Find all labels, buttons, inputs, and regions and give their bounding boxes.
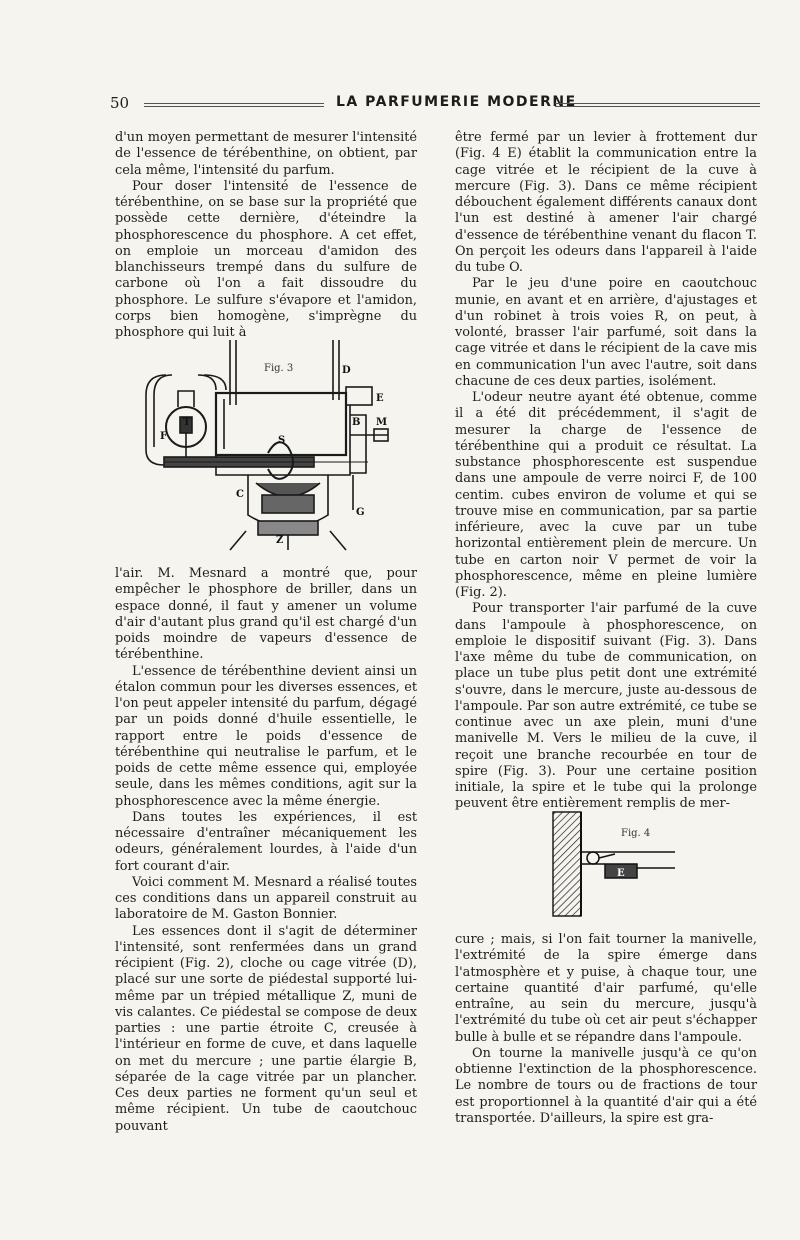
paragraph: On tourne la manivelle jusqu'à ce qu'on obtienne l'extinction de la phosphorescence. Le nombre de tours ou de fractions de tour est proportionnel à la quantité d'air qui a été transportée. D'ailleurs, la spire est gra- bbox=[455, 1045, 757, 1126]
paragraph: Les essences dont il s'agit de déterminer l'intensité, sont renfermées dans un grand récipient (Fig. 2), cloche ou cage vitrée (D), placé sur une sorte de piédestal supporté lui-même par un trépied métallique Z, muni de vis calantes. Ce piédestal se compose de deux parties : une partie étroite C, creusée à l'intérieur en forme de cuve, et dans laquelle on met du mercure ; une partie élargie B, séparée de la cage vitrée par un plancher. Ces deux parties ne forment qu'un seul et même récipient. Un tube de caoutchouc pouvant bbox=[115, 923, 417, 1134]
paragraph: Voici comment M. Mesnard a réalisé toutes ces conditions dans un appareil construit au laboratoire de M. Gaston Bonnier. bbox=[115, 874, 417, 923]
fig3-label-S: S bbox=[278, 435, 286, 446]
header-rule-left bbox=[144, 103, 324, 107]
paragraph: l'air. M. Mesnard a montré que, pour empêcher le phosphore de briller, dans un espace donné, il faut y amener un volume d'air d'autant plus grand qu'il est chargé d'un poids moindre de vapeurs d'essence de térébenthine. bbox=[115, 566, 417, 663]
header-rule-right bbox=[555, 103, 760, 107]
fig3-label-T: T bbox=[183, 417, 191, 428]
right-column-top bbox=[455, 130, 757, 813]
paragraph: Pour transporter l'air parfumé de la cuve dans l'ampoule à phosphorescence, on emploie le dispositif suivant (Fig. 3). Dans l'axe même du tube de communication, on place un tube plus petit dont une extrémité s'ouvre, dans le mercure, juste au-dessous de l'ampoule. Par son autre extrémité, ce tube se continue avec un axe plein, muni d'une manivelle M. Vers le milieu de la cuve, il reçoit une branche recourbée en tour de spire (Fig. 3). Pour une certaine position initiale, la spire et le tube qui la prolonge peuvent être entièrement remplis de mer- bbox=[455, 601, 757, 812]
figure-4 bbox=[545, 808, 685, 920]
paragraph: d'un moyen permettant de mesurer l'intensité de l'essence de térébenthine, on obtient, par cela même, l'intensité du parfum. bbox=[115, 130, 417, 178]
figure-3-caption: Fig. 3 bbox=[264, 363, 294, 374]
left-column-top bbox=[115, 130, 417, 341]
paragraph: L'odeur neutre ayant été obtenue, comme il a été dit précédemment, il s'agit de mesurer la charge de l'essence de térébenthine qui a produit ce résultat. La substance phosphorescente est suspendue dans une ampoule de verre noirci F, de 100 centim. cubes environ de volume et qui se trouve mise en communication, par sa partie inférieure, avec la cuve par un tube horizontal entièrement plein de mercure. Un tube en carton noir V permet de voir la phosphorescence, même en pleine lumière (Fig. 2). bbox=[455, 390, 757, 600]
paragraph: Dans toutes les expériences, il est nécessaire d'entraîner mécaniquement les odeurs, généralement lourdes, à l'aide d'un fort courant d'air. bbox=[115, 809, 417, 874]
paragraph: Par le jeu d'une poire en caoutchouc munie, en avant et en arrière, d'ajustages et d'un robinet à trois voies R, on peut, à volonté, brasser l'air parfumé, soit dans la cage vitrée et dans le récipient de la cave mis en communication l'un avec l'autre, soit dans chacune de ces deux parties, isolément. bbox=[455, 276, 757, 389]
fig3-label-Z: Z bbox=[276, 535, 284, 546]
fig3-label-D: D bbox=[342, 365, 351, 376]
running-title: LA PARFUMERIE MODERNE bbox=[336, 94, 577, 110]
paragraph: être fermé par un levier à frottement dur (Fig. 4 E) établit la communication entre la cage vitrée et le récipient de la cuve à mercure (Fig. 3). Dans ce même récipient débouchent également différents canaux dont l'un est destiné à amener l'air chargé d'essence de térébenthine venant du flacon T. On perçoit les odeurs dans l'appareil à l'aide du tube O. bbox=[455, 130, 757, 275]
paragraph: Pour doser l'intensité de l'essence de térébenthine, on se base sur la propriété que possède cette dernière, d'éteindre la phosphorescence du phosphore. A cet effet, on emploie un morceau d'amidon des blanchisseurs trempé dans du sulfure de carbone où l'on a fait dissoudre du phosphore. Le sulfure s'évapore et l'amidon, corps bien homogène, s'imprègne du phosphore qui luit à bbox=[115, 178, 417, 340]
fig3-label-E: E bbox=[376, 393, 384, 404]
figure-4-caption: Fig. 4 bbox=[621, 828, 651, 839]
page-header bbox=[110, 92, 760, 116]
figure-4-drawing bbox=[545, 808, 685, 920]
paragraph: cure ; mais, si l'on fait tourner la manivelle, l'extrémité de la spire émerge dans l'atmosphère et y puise, à chaque tour, une certaine quantité d'air parfumé, qu'elle entraîne, au sein du mercure, jusqu'à l'extrémité du tube où cet air peut s'échapper bulle à bulle et se répandre dans l'ampoule. bbox=[455, 932, 757, 1045]
fig3-label-F: F bbox=[160, 431, 168, 442]
fig3-label-B: B bbox=[352, 417, 361, 428]
page-number: 50 bbox=[110, 94, 130, 112]
right-column-bottom bbox=[455, 932, 757, 1127]
left-column-bottom bbox=[115, 566, 417, 1135]
fig4-label-E: E bbox=[617, 868, 625, 879]
fig3-label-G: G bbox=[356, 507, 365, 518]
fig3-label-C: C bbox=[236, 489, 244, 500]
fig3-label-M: M bbox=[376, 417, 388, 428]
figure-3-drawing bbox=[138, 335, 400, 555]
paragraph: L'essence de térébenthine devient ainsi un étalon commun pour les diverses essences, et l'on peut appeler intensité du parfum, dégagé par un poids donné d'huile essentielle, le rapport entre le poids d'essence de térébenthine qui neutralise le parfum, et le poids de cette même essence qui, employée seule, dans les mêmes conditions, agit sur la phosphorescence avec la même énergie. bbox=[115, 663, 417, 809]
figure-3 bbox=[138, 335, 400, 555]
